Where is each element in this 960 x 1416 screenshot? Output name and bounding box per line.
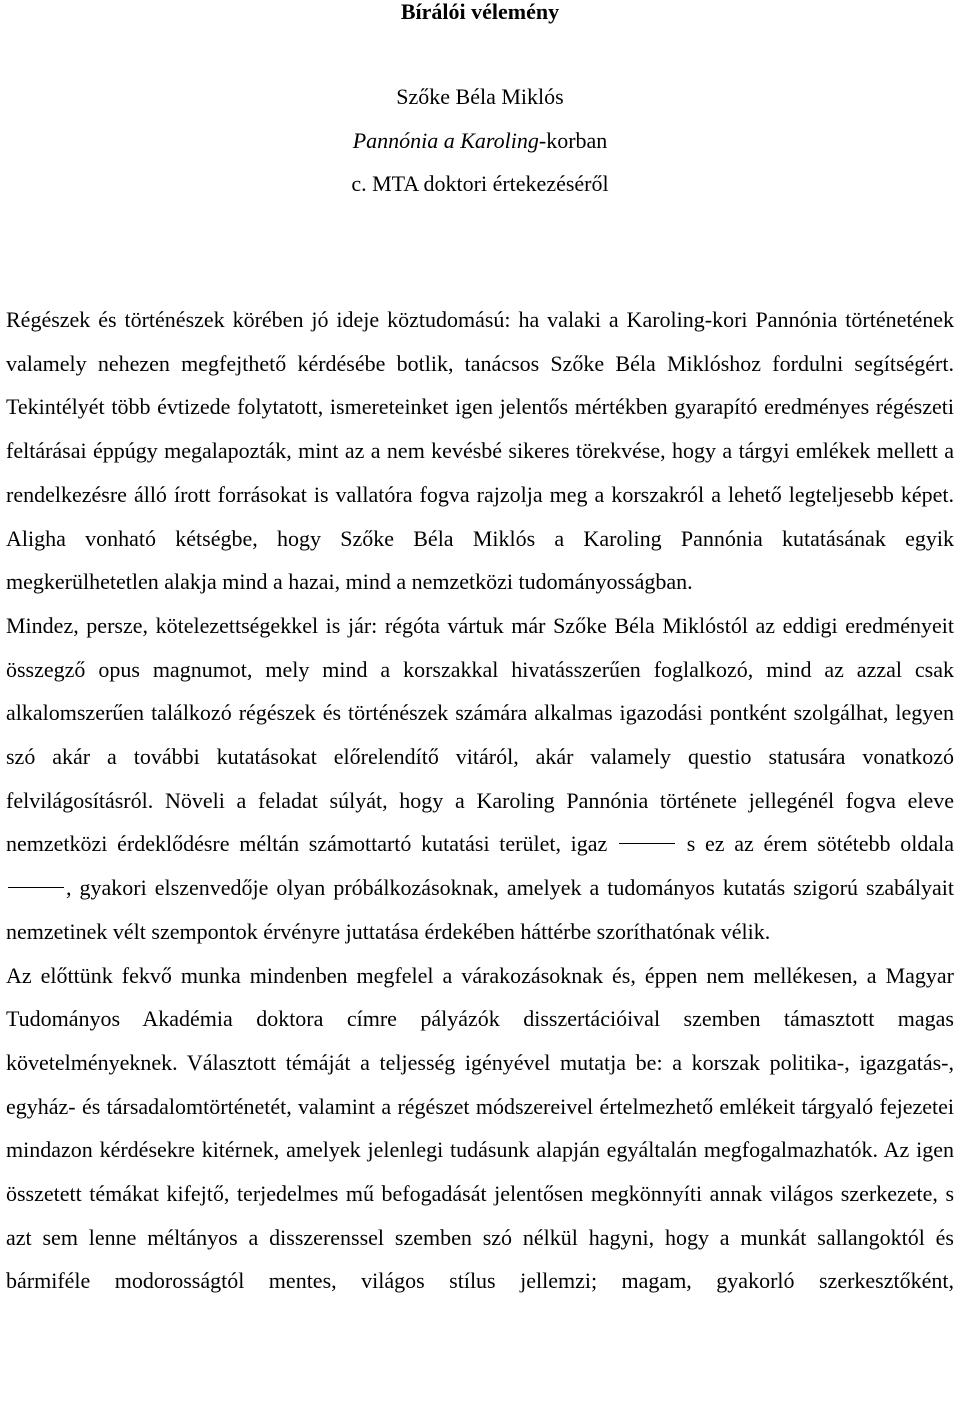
author-name: Szőke Béla Miklós xyxy=(396,84,564,109)
em-dash xyxy=(8,887,64,888)
paragraph-2-part-b: s ez az érem sötétebb oldala xyxy=(686,831,954,857)
document-body xyxy=(6,298,954,1303)
paragraph-1: Régészek és történészek körében jó ideje köztudomású: ha valaki a Karoling-kori Pannónia történetének valamely nehezen megfejthető kérdésébe botlik, tanácsos Szőke Béla Miklóshoz fordulni segítségért. Tekintélyét több évtizede folytatott, ismereteinket igen jelentős mértékben gyarapító eredményes régészeti feltárásai éppúgy megalapozták, mint az a nem kevésbé sikeres törekvése, hogy a tárgyi emlékek mellett a rendelkezésre álló írott forrásokat is vallatóra fogva rajzolja meg a korszakról a lehető legteljesebb képet. Aligha vonható kétségbe, hogy Szőke Béla Miklós a Karoling Pannónia kutatásának egyik megkerülhetetlen alakja mind a hazai, mind a nemzetközi tudományosságban. xyxy=(6,307,954,595)
paragraph-2 xyxy=(6,604,954,954)
dissertation-title-suffix: -korban xyxy=(538,128,608,153)
paragraph-2-part-c: , gyakori elszenvedője olyan próbálkozásoknak, amelyek a tudományos kutatás szigorú szabályait nemzetinek vélt szempontok érvényre juttatása érdekében háttérbe szoríthatónak vélik. xyxy=(6,875,954,944)
dissertation-title-italic: Pannónia a Karoling xyxy=(352,128,539,153)
em-dash xyxy=(619,843,675,844)
document-title: Bírálói vélemény xyxy=(400,0,560,24)
paragraph-3: Az előttünk fekvő munka mindenben megfelel a várakozásoknak és, éppen nem mellékesen, a Magyar Tudományos Akadémia doktora címre pályázók disszertációival szemben támasztott magas követelményeknek. Választott témáját a teljesség igényével mutatja be: a korszak politika-, igazgatás-, egyház- és társadalomtörténetét, valamint a régészet módszereivel értelmezhető emlékeit tárgyaló fejezetei mindazon kérdésekre kitérnek, amelyek jelenlegi tudásunk alapján egyáltalán megfogalmazhatók. Az igen összetett témákat kifejtő, terjedelmes mű befogadását jelentősen megkönnyíti annak világos szerkezete, s azt sem lenne méltányos a disszerenssel szemben szó nélkül hagyni, hogy a munkát sallangoktól és bármiféle modorosságtól mentes, világos stílus jellemzi; magam, gyakorló szerkesztőként, xyxy=(6,962,954,1294)
dissertation-subtitle: c. MTA doktori értekezéséről xyxy=(351,171,609,196)
paragraph-2-part-a: Mindez, persze, kötelezettségekkel is jár: régóta vártuk már Szőke Béla Miklóstól az eddigi eredményeit összegző opus magnumot, mely mind a korszakkal hivatásszerűen foglalkozó, mind az azzal csak alkalomszerűen találkozó régészek és történészek számára alkalmas igazodási pontként szolgálhat, legyen szó akár a további kutatásokat előrelendítő vitáról, akár valamely questio statusára vonatkozó felvilágosításról. Növeli a feladat súlyát, hogy a Karoling Pannónia története jellegénél fogva eleve nemzetközi érdeklődésre méltán számottartó kutatási terület, igaz xyxy=(6,612,954,857)
dissertation-title xyxy=(0,125,960,157)
